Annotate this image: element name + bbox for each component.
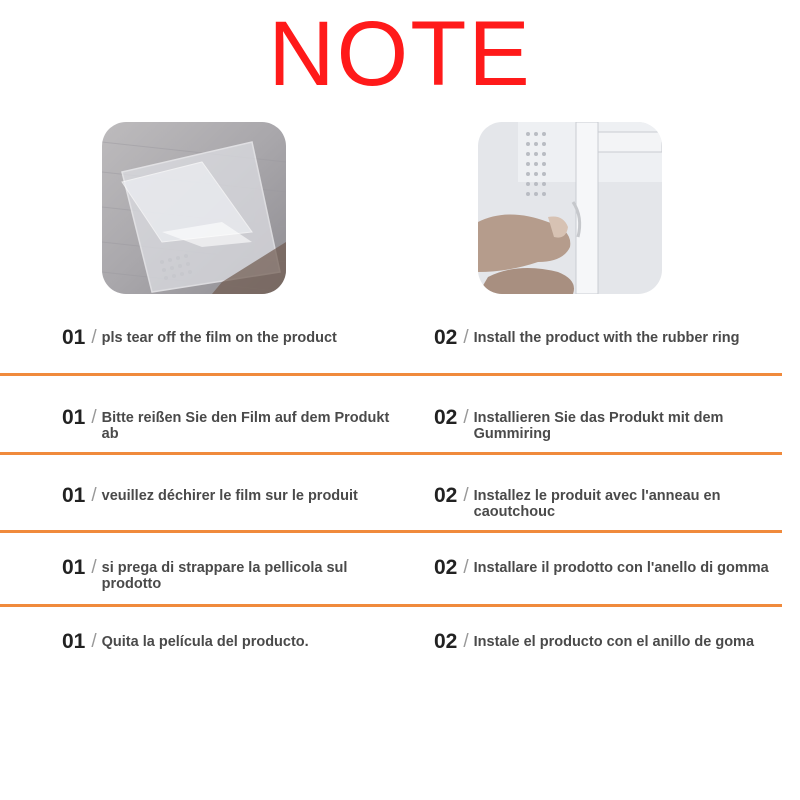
step-2 (434, 558, 784, 578)
step-1 (62, 632, 392, 652)
step-text: Installare il prodotto con l'anello di gomma (473, 560, 769, 576)
step-text: Instale el producto con el anillo de goma (473, 634, 755, 650)
step-1 (62, 486, 392, 506)
step-2 (434, 408, 784, 442)
step-number: 02 (434, 630, 458, 653)
acrylic-plate-film-photo (102, 122, 286, 294)
separator: / (91, 407, 97, 428)
step-text: Quita la película del producto. (101, 634, 309, 650)
step-number: 01 (62, 484, 86, 507)
step-1 (62, 328, 392, 348)
step-number: 01 (62, 630, 86, 653)
divider (0, 373, 782, 376)
step-text: Installieren Sie das Produkt mit dem Gummiring (473, 410, 724, 442)
step-text: veuillez déchirer le film sur le produit (101, 488, 358, 504)
step-text: Installez le produit avec l'anneau en caoutchouc (473, 488, 721, 520)
page-title: NOTE (268, 3, 532, 105)
divider (0, 452, 782, 455)
step-number: 02 (434, 406, 458, 429)
step-2 (434, 328, 784, 348)
divider (0, 530, 782, 533)
step-text: Bitte reißen Sie den Film auf dem Produkt ab (101, 410, 390, 442)
step-number: 01 (62, 556, 86, 579)
step-text: si prega di strappare la pellicola sul prodotto (101, 560, 348, 592)
step-1 (62, 558, 392, 592)
separator: / (463, 327, 469, 348)
step-text: Install the product with the rubber ring (473, 330, 740, 346)
separator: / (463, 557, 469, 578)
step-2 (434, 632, 784, 652)
step-number: 02 (434, 484, 458, 507)
step-number: 02 (434, 326, 458, 349)
separator: / (463, 485, 469, 506)
step-text: pls tear off the film on the product (101, 330, 337, 346)
separator: / (463, 407, 469, 428)
step-number: 01 (62, 406, 86, 429)
separator: / (91, 631, 97, 652)
separator: / (91, 485, 97, 506)
step-number: 01 (62, 326, 86, 349)
rubber-ring-install-photo (478, 122, 662, 294)
step-number: 02 (434, 556, 458, 579)
step-1 (62, 408, 392, 442)
separator: / (463, 631, 469, 652)
divider (0, 604, 782, 607)
separator: / (91, 557, 97, 578)
separator: / (91, 327, 97, 348)
step-2 (434, 486, 784, 520)
